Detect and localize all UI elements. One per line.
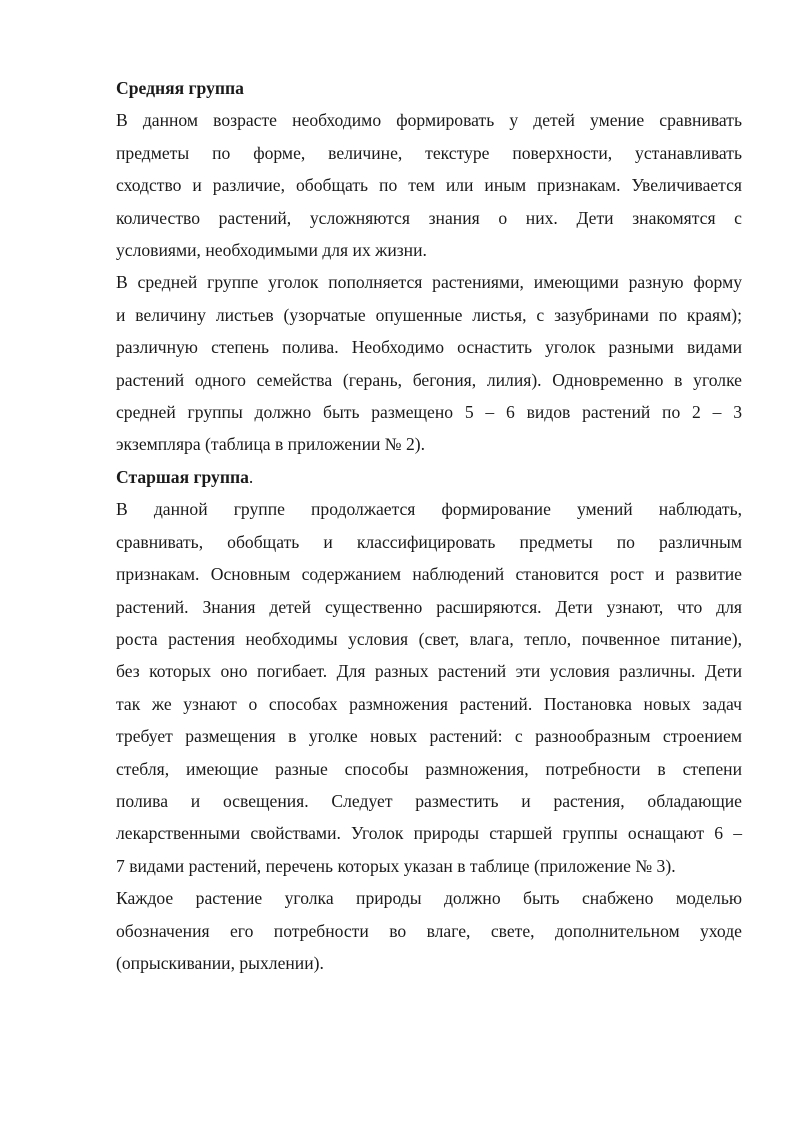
document-page	[116, 72, 742, 979]
text-line: 7 видами растений, перечень которых указан в таблице (приложение № 3).	[116, 855, 676, 876]
text-line: признакам. Основным содержанием наблюдений становится рост и развитие	[116, 564, 742, 585]
text-line: В данном возрасте необходимо формировать у детей умение сравнивать	[116, 110, 742, 131]
text-line: сравнивать, обобщать и классифицировать предметы по различным	[116, 531, 742, 552]
text-line: количество растений, усложняются знания о них. Дети знакомятся с	[116, 207, 742, 228]
section-senior-group	[116, 461, 742, 980]
text-line: без которых оно погибает. Для разных растений эти условия различны. Дети	[116, 661, 742, 682]
heading-text: Средняя группа	[116, 78, 244, 98]
text-line: В данной группе продолжается формирование умений наблюдать,	[116, 499, 742, 520]
text-line: (опрыскивании, рыхлении).	[116, 952, 324, 973]
text-line: лекарственными свойствами. Уголок природы старшей группы оснащают 6 –	[116, 823, 742, 844]
text-line: экземпляра (таблица в приложении № 2).	[116, 434, 426, 455]
text-line: роста растения необходимы условия (свет, влага, тепло, почвенное питание),	[116, 628, 742, 649]
text-line: В средней группе уголок пополняется растениями, имеющими разную форму	[116, 272, 742, 293]
text-line: условиями, необходимыми для их жизни.	[116, 240, 427, 261]
text-line: растений одного семейства (герань, бегония, лилия). Одновременно в уголке	[116, 369, 742, 390]
text-line: растений. Знания детей существенно расширяются. Дети узнают, что для	[116, 596, 742, 617]
text-line: различную степень полива. Необходимо оснастить уголок разными видами	[116, 337, 742, 358]
heading-text: Старшая группа	[116, 466, 249, 487]
heading-tail: .	[248, 466, 254, 487]
text-line: требует размещения в уголке новых растений: с разнообразным строением	[116, 726, 742, 747]
text-line: стебля, имеющие разные способы размножения, потребности в степени	[116, 758, 742, 779]
text-line: Каждое растение уголка природы должно быть снабжено моделью	[116, 888, 742, 909]
section-heading	[116, 72, 742, 104]
text-line: и величину листьев (узорчатые опушенные листья, с зазубринами по краям);	[116, 304, 742, 325]
paragraph	[116, 266, 742, 460]
text-line: так же узнают о способах размножения растений. Постановка новых задач	[116, 693, 742, 714]
section-heading	[116, 461, 742, 493]
text-line: предметы по форме, величине, текстуре поверхности, устанавливать	[116, 142, 742, 163]
section-middle-group	[116, 72, 742, 461]
paragraph	[116, 882, 742, 979]
text-line: обозначения его потребности во влаге, свете, дополнительном уходе	[116, 920, 742, 941]
text-line: полива и освещения. Следует разместить и растения, обладающие	[116, 790, 742, 811]
paragraph	[116, 104, 742, 266]
text-line: сходство и различие, обобщать по тем или иным признакам. Увеличивается	[116, 175, 742, 196]
paragraph	[116, 493, 742, 882]
text-line: средней группы должно быть размещено 5 – 6 видов растений по 2 – 3	[116, 402, 742, 423]
